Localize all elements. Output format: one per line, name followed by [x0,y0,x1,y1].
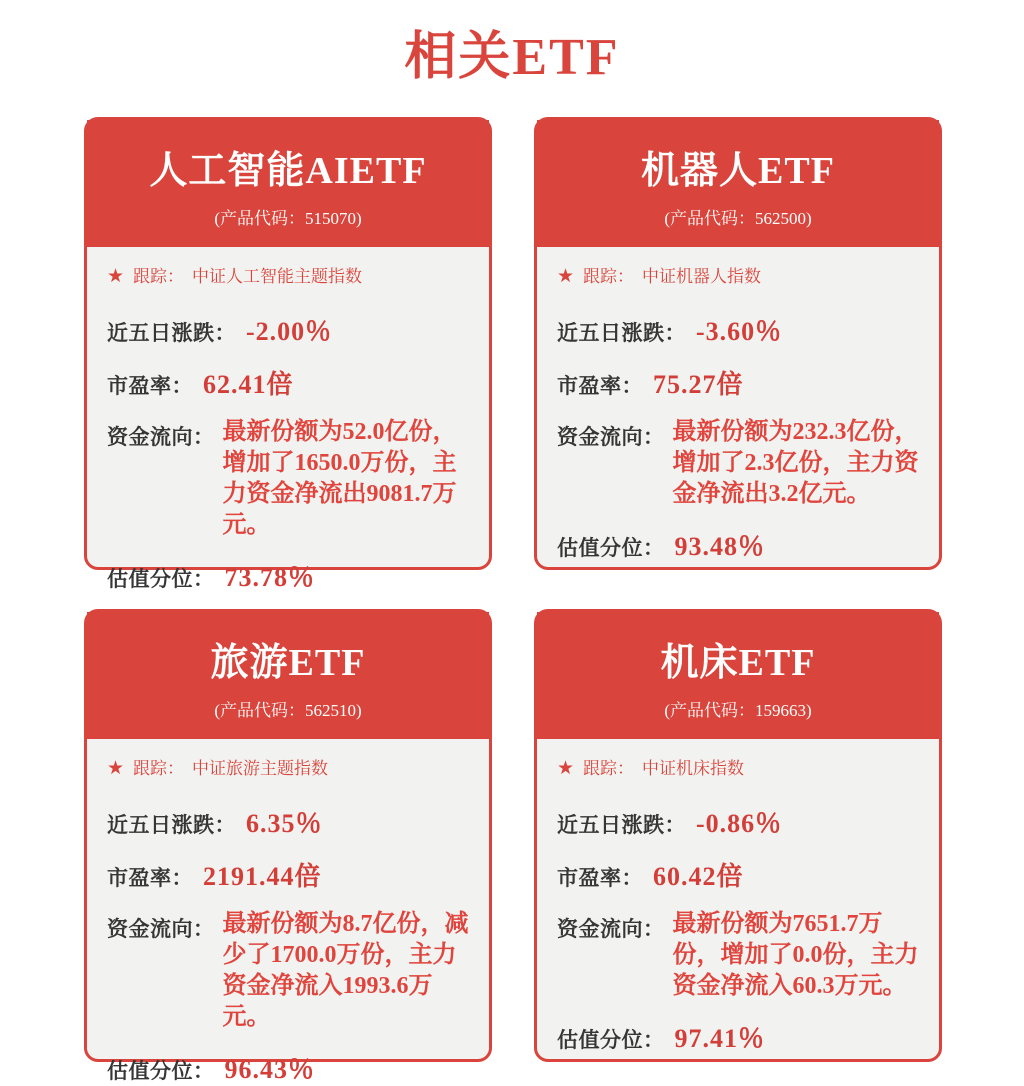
five-day-change-label: 近五日涨跌： [557,322,686,345]
pe-ratio-row [557,856,919,893]
etf-product-code: (产品代码：562510) [214,701,362,720]
five-day-change-row [557,311,919,348]
valuation-value: 96.43％ [224,1055,316,1084]
tracked-index: 中证机床指数 [642,759,745,778]
pe-ratio-value: 60.42倍 [653,862,744,891]
etf-product-code: (产品代码：515070) [214,209,362,228]
valuation-label: 估值分位： [557,537,665,560]
card-header [537,612,939,739]
capital-flow-text: 最新份额为232.3亿份，增加了2.3亿份，主力资金净流出3.2亿元。 [672,419,919,507]
track-row [107,267,469,287]
five-day-change-value: -0.86％ [696,809,783,838]
tracked-index: 中证人工智能主题指数 [192,267,363,286]
tracked-index: 中证旅游主题指数 [192,759,329,778]
capital-flow-text: 最新份额为52.0亿份，增加了1650.0万份，主力资金净流出9081.7万元。 [222,419,457,538]
card-header [87,612,489,739]
etf-card-robot [534,117,942,570]
etf-name: 人工智能AIETF [149,150,427,192]
tracked-index: 中证机器人指数 [642,267,762,286]
five-day-change-row [107,311,469,348]
star-icon: ★ [557,758,575,779]
track-label: 跟踪： [133,267,185,286]
valuation-row [107,1049,469,1086]
track-label: 跟踪： [583,759,635,778]
etf-name: 旅游ETF [210,642,366,684]
capital-flow-label: 资金流向： [557,426,665,449]
valuation-value: 93.48％ [674,532,766,561]
track-row [557,759,919,779]
capital-flow-text: 最新份额为8.7亿份，减少了1700.0万份，主力资金净流入1993.6万元。 [222,911,469,1030]
etf-name: 机床ETF [660,642,816,684]
capital-flow-row [107,417,469,541]
card-body [537,759,939,1055]
capital-flow-label: 资金流向： [107,918,215,941]
capital-flow-row [557,417,919,510]
pe-ratio-row [107,364,469,401]
track-row [557,267,919,287]
pe-ratio-label: 市盈率： [107,867,193,890]
valuation-label: 估值分位： [557,1029,665,1052]
valuation-row [557,1018,919,1055]
valuation-row [557,526,919,563]
etf-card-machine-tool [534,609,942,1062]
valuation-label: 估值分位： [107,1060,215,1083]
capital-flow-text: 最新份额为7651.7万份，增加了0.0份，主力资金净流入60.3万元。 [672,911,919,999]
five-day-change-value: 6.35％ [246,809,323,838]
track-label: 跟踪： [583,267,635,286]
valuation-label: 估值分位： [107,568,215,591]
etf-card-ai [84,117,492,592]
five-day-change-row [107,803,469,840]
pe-ratio-value: 75.27倍 [653,370,744,399]
card-body [87,759,489,1086]
card-header [87,120,489,247]
valuation-value: 97.41％ [674,1024,766,1053]
five-day-change-label: 近五日涨跌： [107,814,236,837]
pe-ratio-label: 市盈率： [107,375,193,398]
etf-card-tourism [84,609,492,1084]
star-icon: ★ [107,758,125,779]
etf-name: 机器人ETF [641,150,835,192]
capital-flow-label: 资金流向： [557,918,665,941]
track-label: 跟踪： [133,759,185,778]
card-body [87,267,489,594]
pe-ratio-row [107,856,469,893]
page-title: 相关ETF [404,29,620,86]
track-row [107,759,469,779]
five-day-change-value: -3.60％ [696,317,783,346]
five-day-change-value: -2.00％ [246,317,333,346]
pe-ratio-value: 62.41倍 [203,370,294,399]
pe-ratio-label: 市盈率： [557,867,643,890]
valuation-row [107,557,469,594]
pe-ratio-value: 2191.44倍 [203,862,322,891]
star-icon: ★ [107,266,125,287]
star-icon: ★ [557,266,575,287]
pe-ratio-label: 市盈率： [557,375,643,398]
capital-flow-row [557,909,919,1002]
valuation-value: 73.78％ [224,563,316,592]
five-day-change-row [557,803,919,840]
card-body [537,267,939,563]
capital-flow-row [107,909,469,1033]
etf-product-code: (产品代码：159663) [664,701,812,720]
etf-cards-grid [84,117,942,1084]
five-day-change-label: 近五日涨跌： [557,814,686,837]
capital-flow-label: 资金流向： [107,426,215,449]
etf-product-code: (产品代码：562500) [664,209,812,228]
pe-ratio-row [557,364,919,401]
card-header [537,120,939,247]
five-day-change-label: 近五日涨跌： [107,322,236,345]
